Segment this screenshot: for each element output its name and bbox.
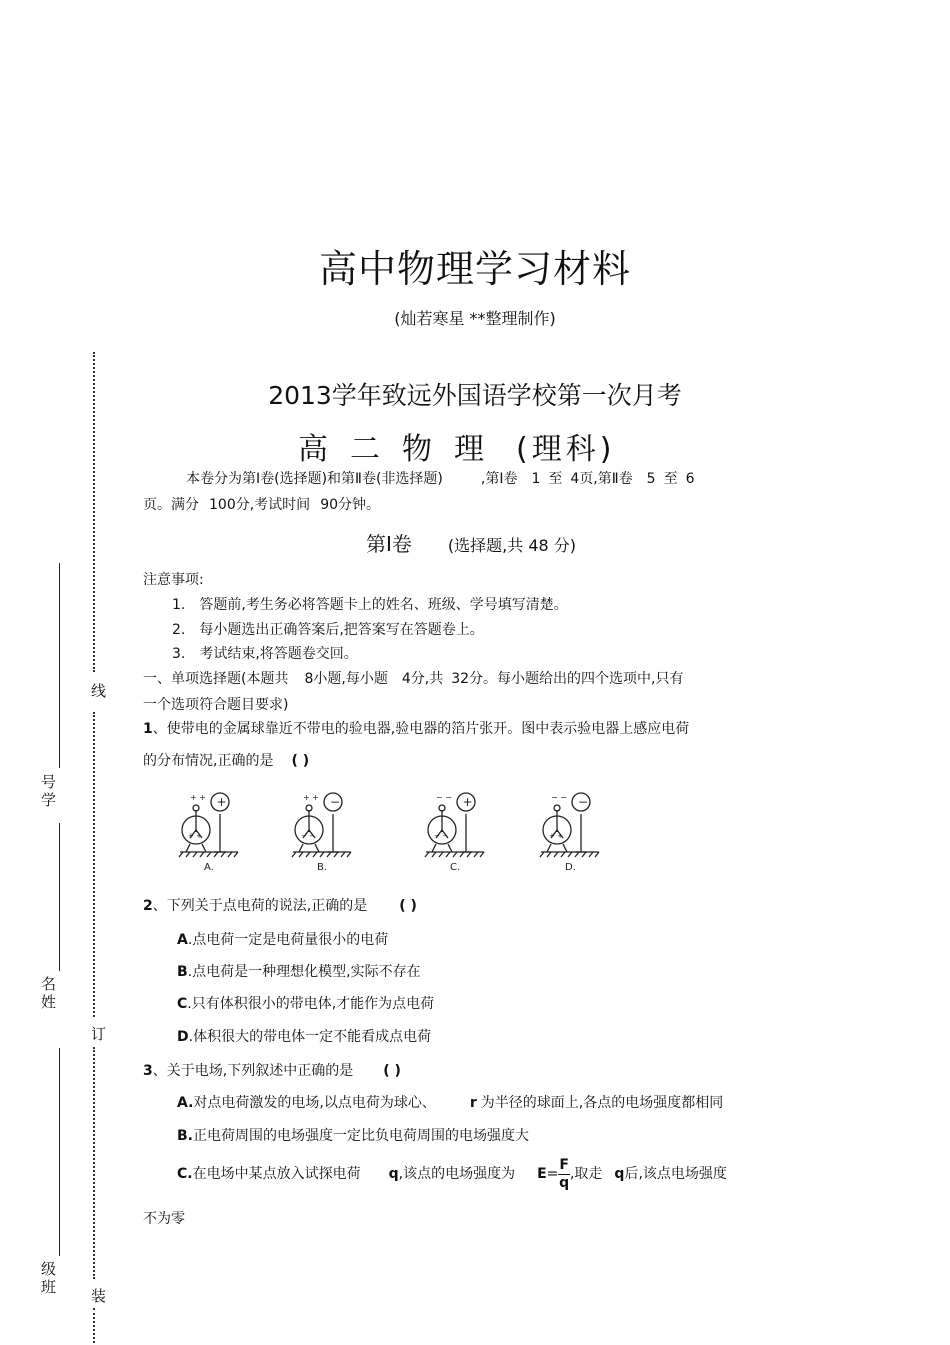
svg-text:−: − [578,795,589,809]
intro-page-2: 4 [570,471,580,487]
question-2-option-c [177,993,434,1013]
option-text: 正电荷周围的电场强度一定比负电荷周围的电场强度大 [193,1128,529,1144]
exam-title: 2013学年致远外国语学校第一次月考 [268,381,682,410]
notes-item [172,643,358,663]
option-text: .点电荷一定是电荷量很小的电荷 [187,932,389,948]
formula-numerator: F [559,1156,569,1173]
part1-each: 4 [401,671,411,687]
option-var-q-2: q [614,1166,625,1182]
option-var-r: r [469,1095,477,1111]
electroscope-c [425,793,484,873]
question-3-text: 、关于电场,下列叙述中正确的是 [152,1063,354,1079]
svg-text:− −: − − [301,832,315,840]
question-2-number: 2 [143,898,153,914]
intro-score: 100 [209,497,236,513]
formula-e: E [537,1166,547,1182]
question-1-line2 [143,750,309,770]
exam-intro-line1 [186,468,695,488]
section-1-title [366,528,576,557]
question-2 [143,895,417,915]
notes-item-text: 每小题选出正确答案后,把答案写在答题卷上。 [199,622,484,638]
subject-note: (理科) [516,432,616,467]
binding-dotted-line-bottom [93,1308,98,1343]
intro-text-b: ,第Ⅰ卷 [480,471,518,487]
option-key: A. [177,1095,194,1111]
question-2-option-b [177,961,421,981]
option-text: .体积很大的带电体一定不能看成点电荷 [188,1029,432,1045]
student-id-line-upper [59,563,60,768]
section-1-note: (选择题,共 48 分) [447,536,577,555]
exam-intro-line2 [143,494,380,514]
margin-label-ding: 订 [91,1025,107,1043]
grade-char-3: 物 [402,432,454,467]
exam-grade-title [298,424,615,468]
option-key: D [177,1029,189,1045]
option-text: 在电场中某点放入试探电荷 [192,1166,361,1182]
question-3-option-c [177,1154,727,1194]
document-subtitle: (灿若寒星 **整理制作) [394,309,556,328]
margin-label-xuehao-1: 号 [41,773,57,791]
section-1-label: 第Ⅰ卷 [366,532,412,556]
margin-label-zhuang: 装 [91,1287,107,1305]
option-key: A [177,932,188,948]
svg-text:− −: − − [551,793,567,802]
electroscope-figure [170,786,610,882]
question-3-option-c-continued: 不为零 [143,1211,185,1227]
intro-page-4: 6 [685,471,695,487]
name-line [59,823,60,971]
part1-text-b: 小题,每小题 [313,671,388,687]
part-1-instructions-line2: 一个选项符合题目要求) [143,697,289,713]
figure-label-b: B. [317,862,328,873]
notes-item-text: 答题前,考生务必将答题卡上的姓名、班级、学号填写清楚。 [199,597,568,613]
option-text: .点电荷是一种理想化模型,实际不存在 [187,964,421,980]
question-3 [143,1060,401,1080]
margin-label-xingming-1: 名 [41,975,57,993]
question-2-option-d [177,1026,431,1046]
notes-item-num: 3. [172,646,186,662]
svg-text:+ +: + + [188,832,202,840]
option-key: C. [177,1166,193,1182]
option-text-3: ,取走 [569,1166,603,1182]
svg-text:− −: − − [436,793,452,802]
notes-item [172,594,568,614]
option-key: B. [177,1128,193,1144]
grade-char-1: 高 [298,432,350,467]
grade-char-4: 理 [454,432,506,467]
electroscope-a [179,793,238,873]
formula-equals: = [546,1166,559,1182]
part1-text-d: 分。每小题给出的四个选项中,只有 [469,671,684,687]
notes-item-text: 考试结束,将答题卷交回。 [199,646,358,662]
question-3-option-a [177,1092,723,1112]
binding-dotted-line-lower [93,1047,98,1279]
option-var-q: q [388,1166,399,1182]
option-text-4: 后,该点电场强度 [624,1166,727,1182]
option-text-2: 为半径的球面上,各点的电场强度都相同 [480,1095,724,1111]
binding-dotted-line-mid [93,712,98,1017]
answer-paren: ( ) [291,753,310,769]
option-text-2: ,该点的电场强度为 [398,1166,516,1182]
question-3-option-b [177,1125,529,1145]
answer-paren: ( ) [399,898,417,914]
margin-label-banji-1: 级 [41,1260,57,1278]
svg-text:− −: − − [434,832,448,840]
electroscope-d [540,793,599,873]
question-2-option-a [177,929,388,949]
document-main-title: 高中物理学习材料 [318,247,631,291]
intro-page-1: 1 [531,471,541,487]
option-key: B [177,964,188,980]
figure-label-a: A. [204,862,214,873]
notes-item [172,619,484,639]
margin-label-xuehao-2: 学 [41,791,57,809]
intro-text-2b: 分,考试时间 [235,497,311,513]
svg-text:−: − [330,795,341,809]
notes-heading: 注意事项: [143,572,204,588]
option-text: .只有体积很小的带电体,才能作为点电荷 [187,996,435,1012]
part1-count: 8 [304,671,314,687]
class-line [59,1048,60,1256]
formula-denominator: q [559,1174,570,1191]
notes-item-num: 2. [172,622,186,638]
svg-text:+ +: + + [190,793,206,802]
figure-label-d: D. [565,862,576,873]
svg-text:+ +: + + [303,793,319,802]
svg-text:+: + [462,795,473,809]
figure-label-c: C. [450,862,461,873]
intro-text-2c: 分钟。 [338,497,381,513]
answer-paren: ( ) [383,1063,401,1079]
intro-text-2a: 页。满分 [143,497,199,513]
intro-text: 本卷分为第Ⅰ卷(选择题)和第Ⅱ卷(非选择题) [186,471,443,487]
intro-time: 90 [320,497,339,513]
question-1-text: 、使带电的金属球靠近不带电的验电器,验电器的箔片张开。图中表示验电器上感应电荷 [152,721,690,737]
question-1-line1 [143,718,689,738]
question-1-text2: 的分布情况,正确的是 [143,753,274,769]
margin-label-xian: 线 [91,682,107,700]
electroscope-b [292,793,351,873]
margin-label-banji-2: 班 [41,1278,57,1296]
intro-page-3: 5 [646,471,656,487]
intro-text-c: 页,第Ⅱ卷 [579,471,633,487]
part1-total: 32 [451,671,470,687]
formula-fraction [558,1157,570,1192]
notes-item-num: 1. [172,597,186,613]
question-1-number: 1 [143,721,153,737]
intro-to-2: 至 [663,471,678,487]
intro-to-1: 至 [548,471,563,487]
grade-char-2: 二 [350,432,402,467]
margin-label-xingming-2: 姓 [41,993,57,1011]
svg-text:+: + [216,795,227,809]
part-1-instructions-line1 [143,668,684,688]
svg-text:+ +: + + [549,832,563,840]
question-2-text: 、下列关于点电荷的说法,正确的是 [152,898,368,914]
option-key: C [177,996,188,1012]
part1-text-a: 一、单项选择题(本题共 [143,671,289,687]
option-text: 对点电荷激发的电场,以点电荷为球心、 [193,1095,436,1111]
question-3-number: 3 [143,1063,153,1079]
part1-text-c: 分,共 [410,671,444,687]
